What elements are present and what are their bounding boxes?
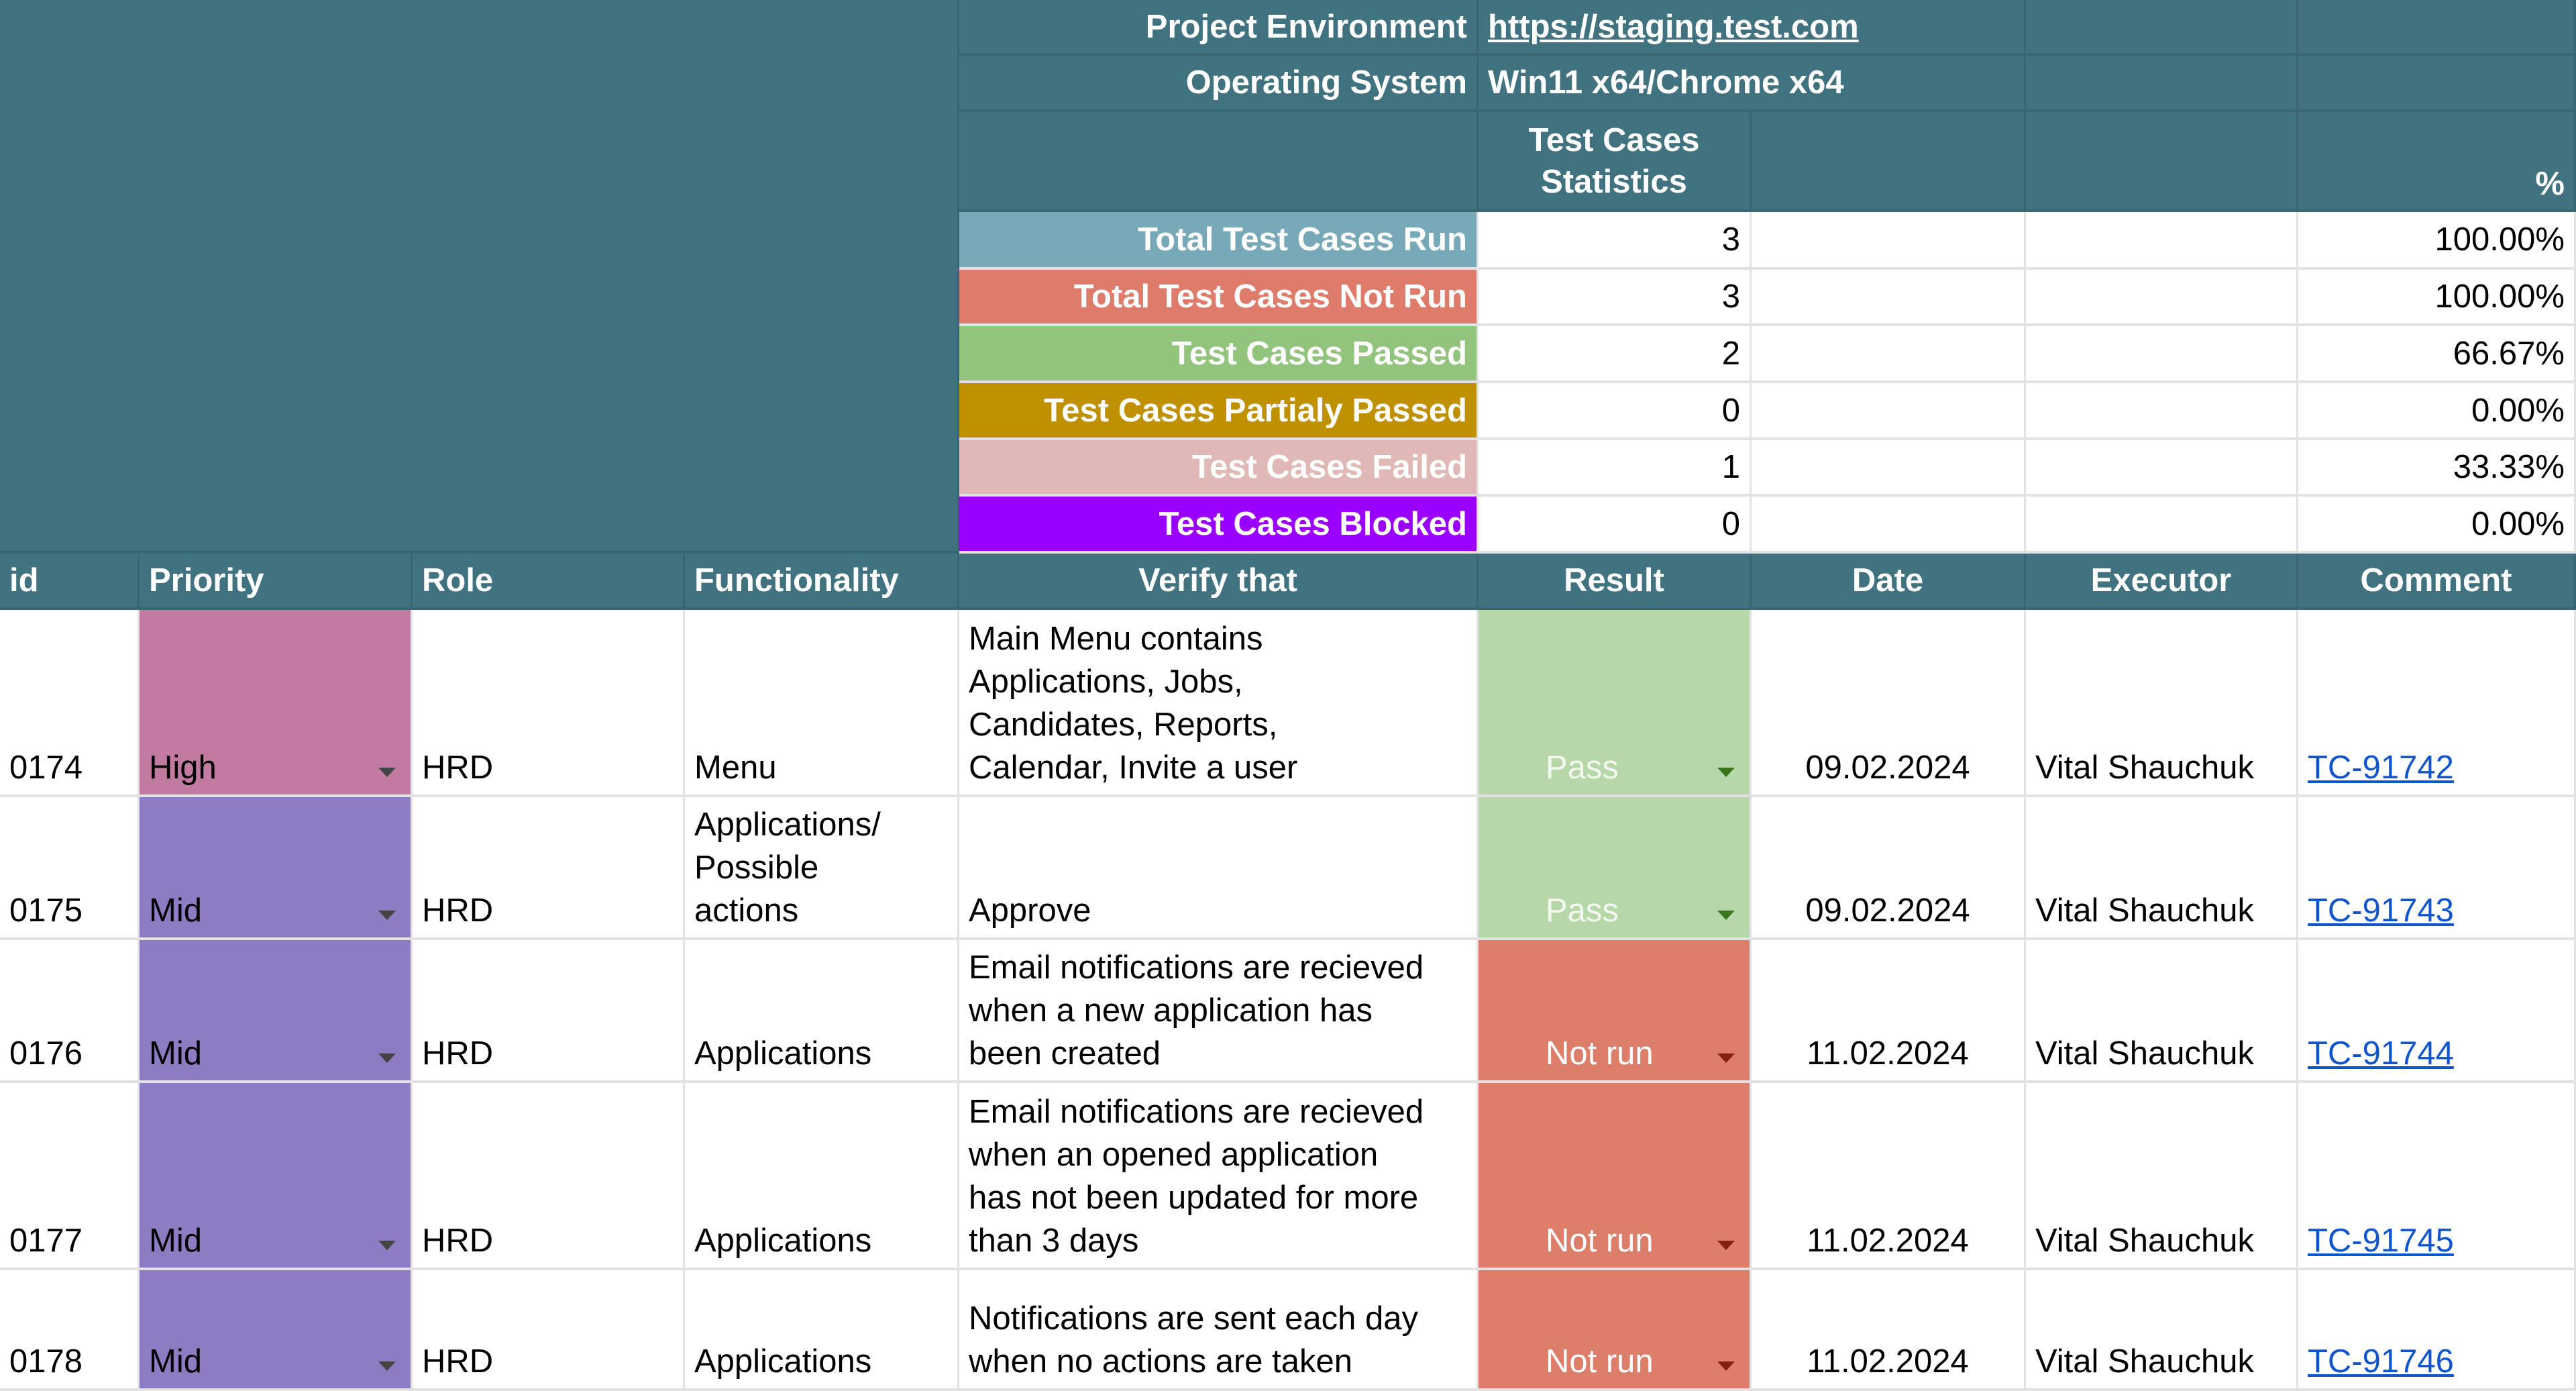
priority-dropdown[interactable] [140,1270,413,1391]
blank-cell [959,112,1479,212]
column-header-result[interactable]: Result [1479,554,1752,610]
blank-cell [2026,112,2298,212]
test-case-link[interactable]: TC-91746 [2308,1343,2454,1380]
row-id[interactable]: 0178 [0,1270,140,1391]
verify-that[interactable]: Approve [959,797,1479,940]
env-link[interactable]: https://staging.test.com [1488,8,1859,45]
result-value: Not run [1546,1223,1654,1259]
stat-value[interactable]: 3 [1479,270,1752,326]
blank-cell [2026,56,2298,112]
functionality[interactable]: Applications [685,1083,959,1270]
comment-cell[interactable] [2298,797,2576,940]
date[interactable]: 09.02.2024 [1752,797,2026,940]
env-cell [1479,0,2026,56]
role[interactable]: HRD [413,1270,685,1391]
chevron-down-icon[interactable] [378,768,396,777]
blank-cell[interactable] [2026,440,2298,497]
result-dropdown[interactable] [1479,940,1752,1083]
result-value: Pass [1546,750,1619,786]
column-header-functionality[interactable]: Functionality [685,554,959,610]
pct-header: % [2298,112,2576,212]
verify-that[interactable]: Notifications are sent each day when no actions are taken [959,1270,1479,1391]
stat-value[interactable]: 2 [1479,326,1752,383]
stat-value[interactable]: 0 [1479,497,1752,554]
row-id[interactable]: 0176 [0,940,140,1083]
stat-label-5: Test Cases Blocked [959,497,1479,554]
chevron-down-icon[interactable] [1717,1053,1735,1063]
verify-that[interactable]: Main Menu contains Applications, Jobs, Candidates, Reports, Calendar, Invite a user [959,610,1479,797]
column-header-role[interactable]: Role [413,554,685,610]
stat-percent[interactable]: 66.67% [2298,326,2576,383]
column-header-priority[interactable]: Priority [140,554,413,610]
comment-cell[interactable] [2298,940,2576,1083]
blank-cell[interactable] [2026,270,2298,326]
date[interactable]: 11.02.2024 [1752,940,2026,1083]
blank-cell[interactable] [1752,383,2026,440]
priority-dropdown[interactable] [140,797,413,940]
executor[interactable]: Vital Shauchuk [2026,1270,2298,1391]
priority-dropdown[interactable] [140,1083,413,1270]
result-dropdown[interactable] [1479,797,1752,940]
row-id[interactable]: 0175 [0,797,140,940]
test-case-link[interactable]: TC-91745 [2308,1223,2454,1259]
blank-cell[interactable] [1752,440,2026,497]
priority-dropdown[interactable] [140,940,413,1083]
stats-header: Test Cases Statistics [1479,112,1752,212]
chevron-down-icon[interactable] [378,911,396,920]
env-label: Project Environment [959,0,1479,56]
stat-value[interactable]: 0 [1479,383,1752,440]
column-header-id[interactable]: id [0,554,140,610]
date[interactable]: 11.02.2024 [1752,1270,2026,1391]
blank-cell[interactable] [2026,497,2298,554]
priority-value: Mid [149,892,202,929]
column-header-comment[interactable]: Comment [2298,554,2576,610]
stat-percent[interactable]: 33.33% [2298,440,2576,497]
chevron-down-icon[interactable] [378,1361,396,1371]
chevron-down-icon[interactable] [378,1241,396,1250]
stat-percent[interactable]: 0.00% [2298,497,2576,554]
priority-value: Mid [149,1035,202,1072]
priority-dropdown[interactable] [140,610,413,797]
executor[interactable]: Vital Shauchuk [2026,940,2298,1083]
result-dropdown[interactable] [1479,610,1752,797]
chevron-down-icon[interactable] [1717,1241,1735,1250]
column-header-date[interactable]: Date [1752,554,2026,610]
priority-value: Mid [149,1223,202,1259]
functionality[interactable]: Applications/ Possible actions [685,797,959,940]
stat-label-0: Total Test Cases Run [959,212,1479,270]
stat-value[interactable]: 3 [1479,212,1752,270]
blank-cell[interactable] [1752,270,2026,326]
comment-cell[interactable] [2298,610,2576,797]
blank-cell[interactable] [1752,497,2026,554]
blank-cell [2298,0,2576,56]
blank-cell[interactable] [1752,326,2026,383]
stat-percent[interactable]: 100.00% [2298,270,2576,326]
blank-cell[interactable] [1752,212,2026,270]
comment-cell[interactable] [2298,1270,2576,1391]
date[interactable]: 11.02.2024 [1752,1083,2026,1270]
blank-cell [1752,112,2026,212]
executor[interactable]: Vital Shauchuk [2026,610,2298,797]
blank-cell[interactable] [2026,326,2298,383]
blank-cell[interactable] [2026,383,2298,440]
chevron-down-icon[interactable] [1717,1361,1735,1371]
chevron-down-icon[interactable] [378,1053,396,1063]
role[interactable]: HRD [413,1083,685,1270]
comment-cell[interactable] [2298,1083,2576,1270]
functionality[interactable]: Applications [685,940,959,1083]
date[interactable]: 09.02.2024 [1752,610,2026,797]
chevron-down-icon[interactable] [1717,911,1735,920]
result-value: Not run [1546,1343,1654,1380]
executor[interactable]: Vital Shauchuk [2026,1083,2298,1270]
blank-cell [2026,0,2298,56]
test-case-link[interactable]: TC-91743 [2308,892,2454,929]
functionality[interactable]: Menu [685,610,959,797]
result-dropdown[interactable] [1479,1083,1752,1270]
verify-that[interactable]: Email notifications are recieved when an opened application has not been updated for more than 3 days [959,1083,1479,1270]
stat-label-2: Test Cases Passed [959,326,1479,383]
stat-percent[interactable]: 100.00% [2298,212,2576,270]
os-value: Win11 x64/Chrome x64 [1479,56,2026,112]
role[interactable]: HRD [413,940,685,1083]
test-case-link[interactable]: TC-91744 [2308,1035,2454,1072]
priority-value: Mid [149,1343,202,1380]
stat-label-1: Total Test Cases Not Run [959,270,1479,326]
header-blank-block [0,0,959,554]
verify-that[interactable]: Email notifications are recieved when a new application has been created [959,940,1479,1083]
stat-label-3: Test Cases Partialy Passed [959,383,1479,440]
stat-label-4: Test Cases Failed [959,440,1479,497]
executor[interactable]: Vital Shauchuk [2026,797,2298,940]
os-label: Operating System [959,56,1479,112]
priority-value: High [149,750,217,786]
result-value: Not run [1546,1035,1654,1072]
test-case-link[interactable]: TC-91742 [2308,750,2454,786]
functionality[interactable]: Applications [685,1270,959,1391]
column-header-executor[interactable]: Executor [2026,554,2298,610]
result-value: Pass [1546,892,1619,929]
row-id[interactable]: 0177 [0,1083,140,1270]
blank-cell[interactable] [2026,212,2298,270]
stat-value[interactable]: 1 [1479,440,1752,497]
row-id[interactable]: 0174 [0,610,140,797]
blank-cell [2298,56,2576,112]
chevron-down-icon[interactable] [1717,768,1735,777]
role[interactable]: HRD [413,610,685,797]
result-dropdown[interactable] [1479,1270,1752,1391]
column-header-verify-that[interactable]: Verify that [959,554,1479,610]
role[interactable]: HRD [413,797,685,940]
stat-percent[interactable]: 0.00% [2298,383,2576,440]
